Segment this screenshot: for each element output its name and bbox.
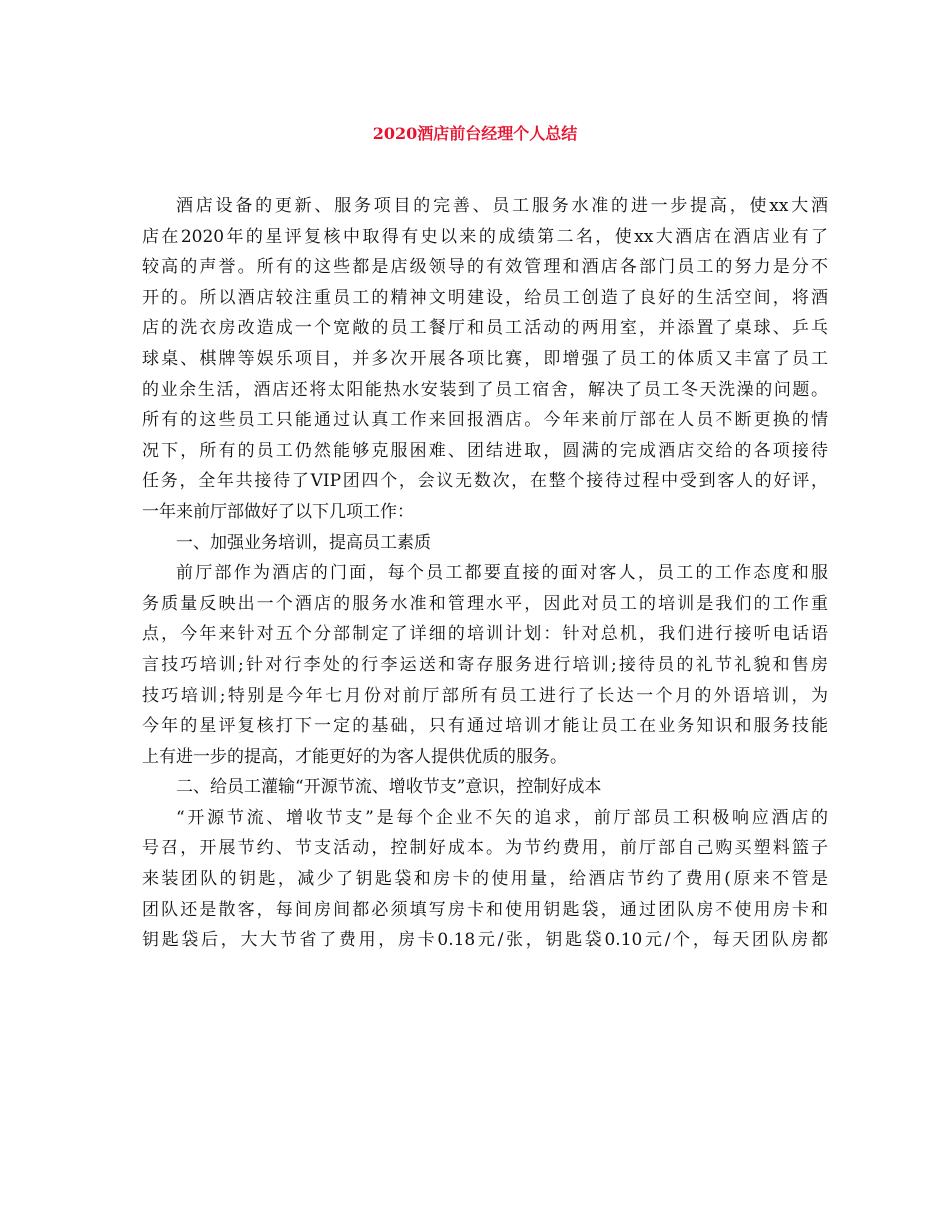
paragraph-line: 一、加强业务培训，提高员工素质 xyxy=(176,532,431,553)
paragraph-line: 店的洗衣房改造成一个宽敞的员工餐厅和员工活动的两用室，并添置了桌球、乒乓 xyxy=(142,318,828,339)
document-body xyxy=(142,191,828,956)
paragraph-line: 球桌、棋牌等娱乐项目，并多次开展各项比赛，即增强了员工的体质又丰富了员工 xyxy=(142,348,828,369)
paragraph-line: 务质量反映出一个酒店的服务水准和管理水平，因此对员工的培训是我们的工作重 xyxy=(142,593,828,614)
paragraph-line: 技巧培训;特别是今年七月份对前厅部所有员工进行了长达一个月的外语培训，为 xyxy=(142,685,828,706)
paragraph-line: 号召，开展节约、节支活动，控制好成本。为节约费用，前厅部自己购买塑料篮子 xyxy=(142,838,828,859)
paragraph-line: 开的。所以酒店较注重员工的精神文明建设，给员工创造了良好的生活空间，将酒 xyxy=(142,287,828,308)
paragraph-line: 来装团队的钥匙，减少了钥匙袋和房卡的使用量，给酒店节约了费用(原来不管是 xyxy=(142,869,828,890)
paragraph-line: “开源节流、增收节支”是每个企业不矢的追求，前厅部员工积极响应酒店的 xyxy=(176,807,828,828)
paragraph-line: 酒店设备的更新、服务项目的完善、员工服务水准的进一步提高，使xx大酒 xyxy=(176,196,828,216)
paragraph-line: 言技巧培训;针对行李处的行李运送和寄存服务进行培训;接待员的礼节礼貌和售房 xyxy=(142,654,828,675)
paragraph-line: 店在2020年的星评复核中取得有史以来的成绩第二名，使xx大酒店在酒店业有了 xyxy=(142,226,828,247)
document-title: 2020酒店前台经理个人总结 xyxy=(372,124,578,143)
paragraph-line: 今年的星评复核打下一定的基础，只有通过培训才能让员工在业务知识和服务技能 xyxy=(142,716,828,737)
paragraph-line: 任务，全年共接待了VIP团四个，会议无数次，在整个接待过程中受到客人的好评， xyxy=(142,471,828,492)
paragraph-line: 所有的这些员工只能通过认真工作来回报酒店。今年来前厅部在人员不断更换的情 xyxy=(142,410,828,431)
paragraph-line: 二、给员工灌输“开源节流、增收节支”意识，控制好成本 xyxy=(176,777,602,798)
paragraph-line: 点，今年来针对五个分部制定了详细的培训计划：针对总机，我们进行接听电话语 xyxy=(142,624,828,645)
paragraph-line: 一年来前厅部做好了以下几项工作： xyxy=(142,501,414,522)
paragraph-line: 钥匙袋后，大大节省了费用，房卡0.18元/张，钥匙袋0.10元/个，每天团队房都 xyxy=(142,930,828,951)
paragraph-line: 况下，所有的员工仍然能够克服困难、团结进取，圆满的完成酒店交给的各项接待 xyxy=(142,440,828,461)
paragraph-line: 的业余生活，酒店还将太阳能热水安装到了员工宿舍，解决了员工冬天洗澡的问题。 xyxy=(142,379,828,400)
paragraph-line: 较高的声誉。所有的这些都是店级领导的有效管理和酒店各部门员工的努力是分不 xyxy=(142,257,828,278)
paragraph-line: 上有进一步的提高，才能更好的为客人提供优质的服务。 xyxy=(142,746,567,767)
paragraph-line: 前厅部作为酒店的门面，每个员工都要直接的面对客人，员工的工作态度和服 xyxy=(176,563,828,584)
paragraph-line: 团队还是散客，每间房间都必须填写房卡和使用钥匙袋，通过团队房不使用房卡和 xyxy=(142,899,828,920)
